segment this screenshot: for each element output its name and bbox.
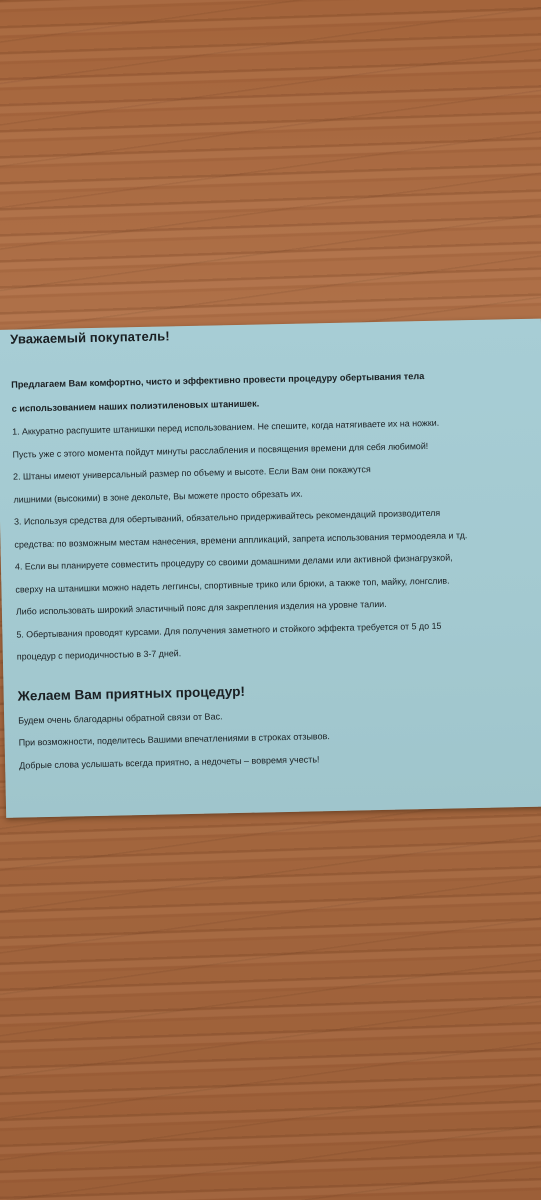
instruction-line: процедур с периодичностью в 3-7 дней. xyxy=(16,648,182,662)
wish-heading: Желаем Вам приятных процедур! xyxy=(17,683,246,704)
outro-line: При возможности, поделитесь Вашими впечатлениями в строках отзывов. xyxy=(18,731,330,748)
outro-line: Добрые слова услышать всегда приятно, а недочеты – вовремя учесть! xyxy=(19,753,320,771)
instruction-line: 4. Если вы планируете совместить процедуру со своими домашними делами или активной физнагрузкой, xyxy=(14,552,453,572)
intro-line: Предлагаем Вам комфортно, чисто и эффективно провести процедуру обертывания тела xyxy=(11,371,425,390)
instruction-line: средства: по возможным местам нанесения, времени аппликаций, запрета использования термоодеяла и тд. xyxy=(14,529,468,550)
intro-line: с использованием наших полиэтиленовых штанишек. xyxy=(11,398,260,414)
outro-line: Будем очень благодарны обратной связи от Вас. xyxy=(18,710,223,726)
instruction-line: Либо использовать широкий эластичный пояс для закрепления изделия на уровне талии. xyxy=(15,598,387,617)
instruction-line: сверху на штанишки можно надеть леггинсы, спортивные трико или брюки, а также топ, майку, лонгслив. xyxy=(15,575,450,595)
instruction-line: Пусть уже с этого момента пойдут минуты расслабления и посвящения времени для себя любимой! xyxy=(12,440,429,460)
instruction-line: 2. Штаны имеют универсальный размер по объему и высоте. Если Вам они покажутся xyxy=(12,464,371,482)
greeting-heading: Уважаемый покупатель! xyxy=(10,328,170,347)
instruction-line: 3. Используя средства для обертываний, обязательно придерживайтесь рекомендаций производителя xyxy=(13,507,441,527)
instruction-item-4 xyxy=(15,545,521,623)
instruction-line: 1. Аккуратно распушите штанишки перед использованием. Не спешите, когда натягиваете их на ножки. xyxy=(12,417,440,437)
instruction-line: 5. Обертывания проводят курсами. Для получения заметного и стойкого эффекта требуется от 5 до 15 xyxy=(16,620,442,640)
card-content xyxy=(10,321,524,776)
instruction-line: лишними (высокими) в зоне декольте, Вы можете просто обрезать их. xyxy=(13,488,303,505)
outro-paragraph xyxy=(18,699,524,777)
instruction-card xyxy=(0,319,541,818)
